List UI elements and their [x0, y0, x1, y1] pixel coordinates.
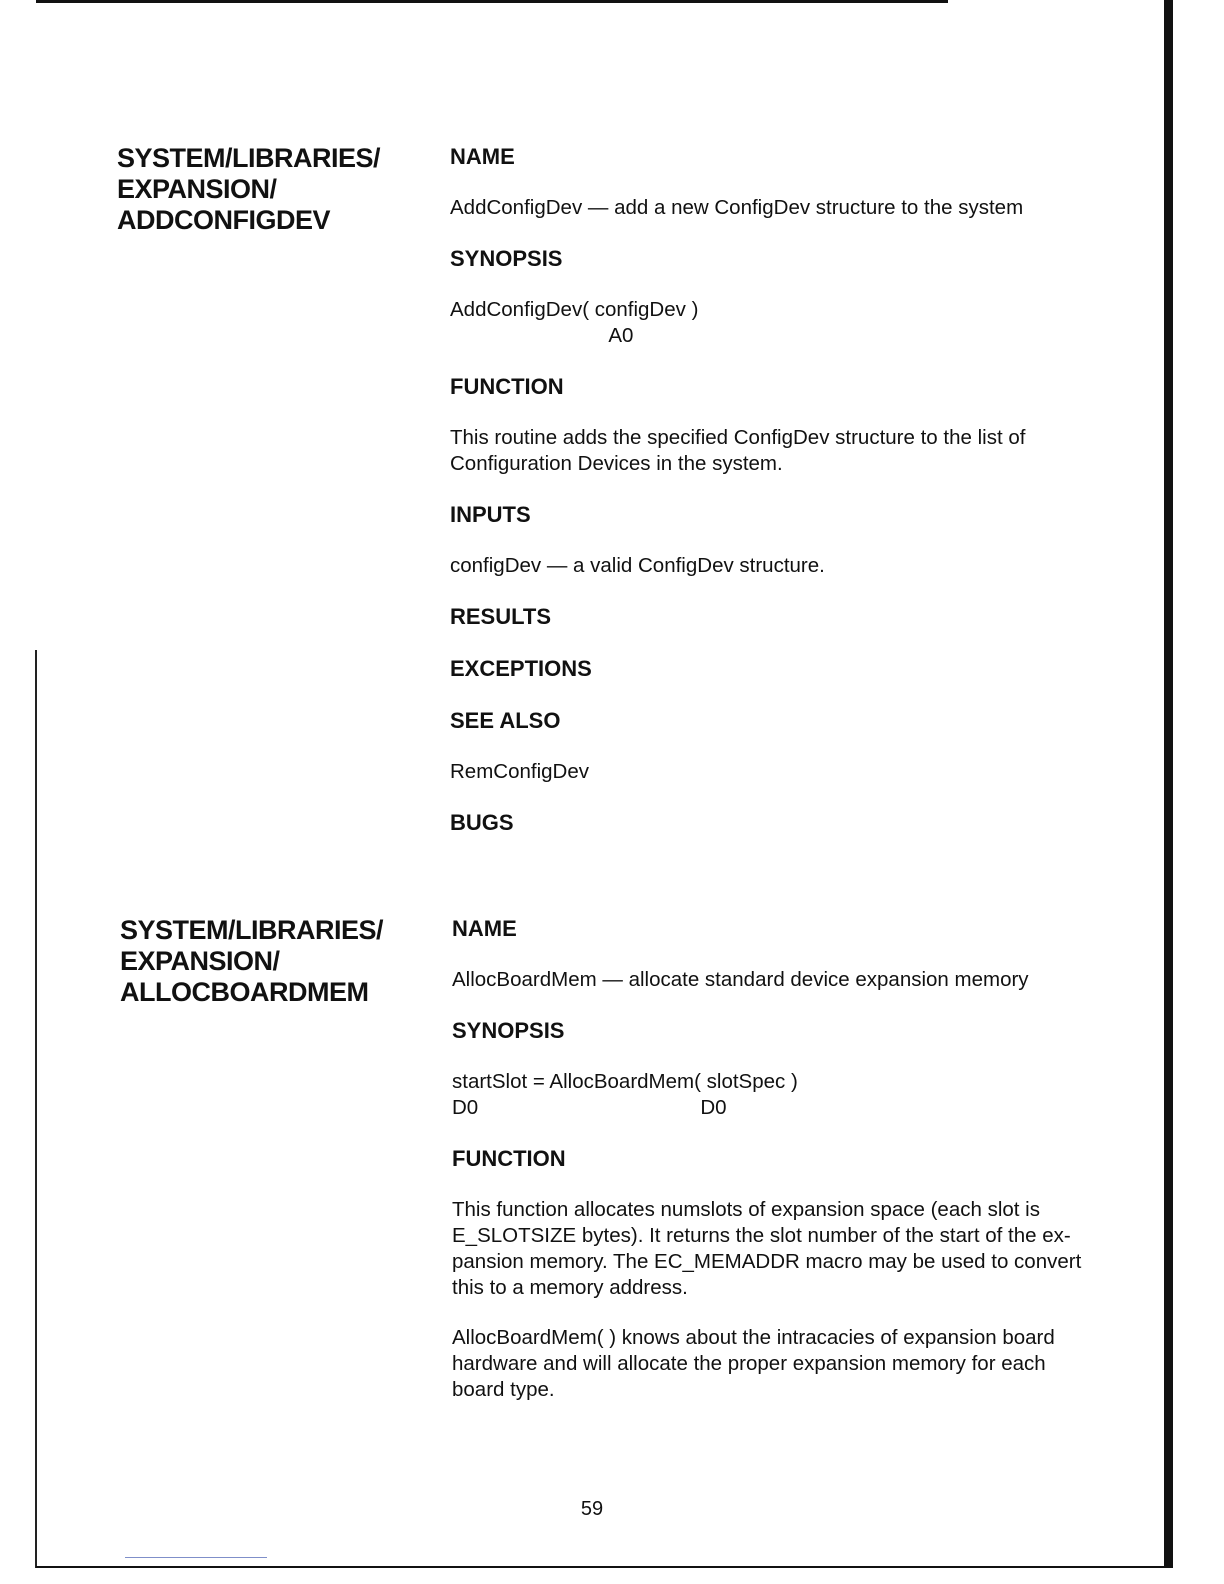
scan-border-right	[1164, 0, 1173, 1568]
page-number: 59	[580, 1498, 604, 1520]
synopsis-line: startSlot = AllocBoardMem( slotSpec )	[452, 1070, 798, 1093]
title-line: SYSTEM/LIBRARIES/	[117, 143, 381, 173]
inputs-text: configDev — a valid ConfigDev structure.	[450, 554, 825, 577]
scan-border-left	[35, 650, 37, 1568]
function-line: Configuration Devices in the system.	[450, 452, 783, 475]
entry-body	[450, 143, 1130, 837]
entry-title	[120, 915, 420, 1008]
title-line: ADDCONFIGDEV	[117, 205, 331, 235]
scan-border-top	[36, 0, 948, 3]
title-line: EXPANSION/	[117, 174, 277, 204]
title-line: ALLOCBOARDMEM	[120, 977, 369, 1007]
name-heading: NAME	[450, 144, 515, 169]
function-line: This routine adds the specified ConfigDev structure to the list of	[450, 426, 1026, 449]
title-line: EXPANSION/	[120, 946, 280, 976]
synopsis-heading: SYNOPSIS	[452, 1018, 565, 1043]
function-line: board type.	[452, 1378, 555, 1401]
synopsis-line: AddConfigDev( configDev )	[450, 298, 699, 321]
see-also-text: RemConfigDev	[450, 760, 589, 783]
see-also-heading: SEE ALSO	[450, 708, 561, 733]
function-line: this to a memory address.	[452, 1276, 688, 1299]
inputs-heading: INPUTS	[450, 502, 531, 527]
scan-mark	[125, 1557, 267, 1558]
entry-title	[117, 143, 417, 236]
exceptions-heading: EXCEPTIONS	[450, 656, 592, 681]
results-heading: RESULTS	[450, 604, 552, 629]
function-line: hardware and will allocate the proper expansion memory for each	[452, 1352, 1046, 1375]
entry-body	[452, 915, 1132, 1403]
bugs-heading: BUGS	[450, 810, 514, 835]
synopsis-heading: SYNOPSIS	[450, 246, 563, 271]
synopsis-line: A0	[450, 324, 634, 347]
function-line: E_SLOTSIZE bytes). It returns the slot number of the start of the ex-	[452, 1224, 1071, 1247]
name-text: AllocBoardMem — allocate standard device expansion memory	[452, 968, 1029, 991]
scan-border-bottom	[36, 1566, 1173, 1568]
function-line: AllocBoardMem( ) knows about the intracacies of expansion board	[452, 1326, 1055, 1349]
function-heading: FUNCTION	[450, 374, 564, 399]
title-line: SYSTEM/LIBRARIES/	[120, 915, 384, 945]
function-line: pansion memory. The EC_MEMADDR macro may be used to convert	[452, 1250, 1082, 1273]
synopsis-line: D0 D0	[452, 1096, 727, 1119]
function-line: This function allocates numslots of expansion space (each slot is	[452, 1198, 1040, 1221]
name-text: AddConfigDev — add a new ConfigDev structure to the system	[450, 196, 1024, 219]
name-heading: NAME	[452, 916, 517, 941]
function-heading: FUNCTION	[452, 1146, 566, 1171]
